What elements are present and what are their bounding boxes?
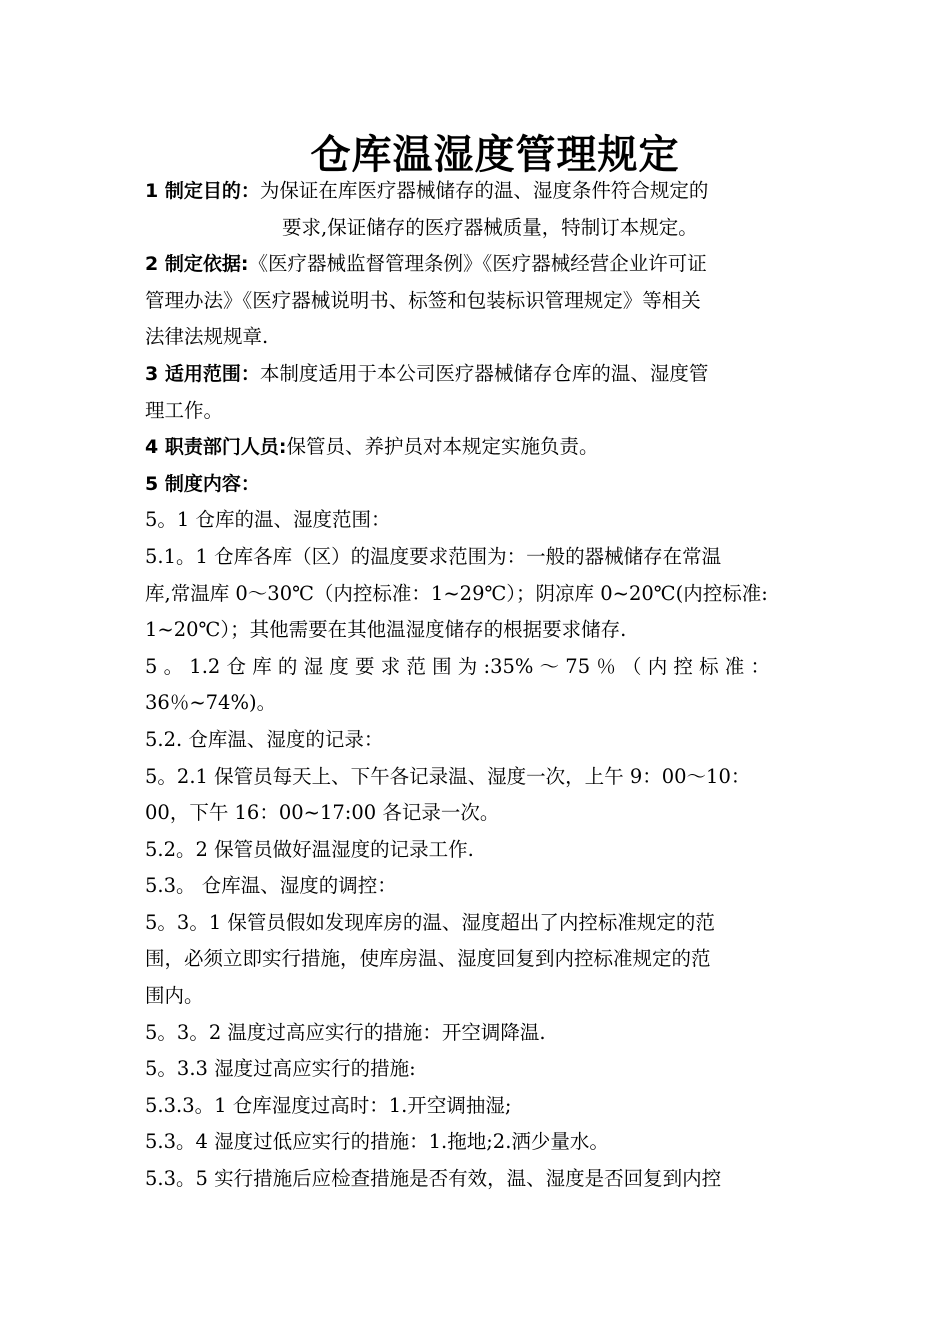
content-line: 5。3.3 湿度过高应实行的措施: [145,1057,416,1081]
section-1-line-1: 1 制定目的：为保证在库医疗器械储存的温、湿度条件符合规定的 [145,179,709,202]
content-line: 围，必须立即实行措施，使库房温、湿度回复到内控标准规定的范 [145,947,711,971]
section-2-line-2: 管理办法》《医疗器械说明书、标签和包装标识管理规定》等相关 [145,288,701,312]
section-1-line-2: 要求,保证储存的医疗器械质量，特制订本规定。 [282,215,698,239]
section-2-line-3: 法律法规规章. [145,325,269,349]
content-line: 5.2. 仓库温、湿度的记录： [145,727,384,751]
content-line: 5.3.3。1 仓库湿度过高时：1.开空调抽湿; [145,1093,512,1117]
section-1-label: 1 制定目的： [145,180,260,202]
section-3-label: 3 适用范围： [145,362,260,385]
section-4-label: 4 职责部门人员: [145,436,287,459]
section-4-line-1: 4 职责部门人员:保管员、养护员对本规定实施负责。 [145,435,599,459]
content-line: 5 。 1.2 仓 库 的 湿 度 要 求 范 围 为 :35% ～ 75 ％ （ 内 控 标 准 ： [145,654,771,678]
content-line: 36％~74%)。 [145,691,277,715]
content-line: 5。3。2 温度过高应实行的措施：开空调降温. [145,1020,546,1044]
content-line: 5。3。1 保管员假如发现库房的温、湿度超出了内控标准规定的范 [145,910,715,934]
content-line: 5.3。4 湿度过低应实行的措施：1.拖地;2.洒少量水。 [145,1130,609,1154]
content-line: 围内。 [145,984,204,1008]
content-line: 5.2。2 保管员做好温湿度的记录工作. [145,837,474,861]
content-line: 5。2.1 保管员每天上、下午各记录温、湿度一次，上午 9：00～10： [145,764,751,788]
section-2-line-1: 2 制定依据:《医疗器械监督管理条例》《医疗器械经营企业许可证 [145,252,707,276]
content-line: 5。1 仓库的温、湿度范围： [145,508,391,532]
section-5-heading [145,466,807,503]
content-line: 00，下午 16：00~17:00 各记录一次。 [145,801,500,825]
content-line: 1~20℃）；其他需要在其他温湿度储存的根据要求储存. [145,618,627,642]
section-2-label: 2 制定依据: [145,253,249,276]
section-5-label: 5 制度内容： [145,472,260,495]
document-title: 仓库温湿度管理规定 [310,132,680,178]
section-3-line-2: 理工作。 [145,398,224,422]
section-3-line-1: 3 适用范围：本制度适用于本公司医疗器械储存仓库的温、湿度管 [145,361,709,385]
document-body [145,173,807,1198]
content-line: 5.1。1 仓库各库（区）的温度要求范围为：一般的器械储存在常温 [145,544,722,568]
content-line: 库,常温库 0～30℃（内控标准：1~29℃）；阴凉库 0~20℃(内控标准: [145,581,768,605]
content-line: 5.3。 仓库温、湿度的调控： [145,874,397,898]
content-line: 5.3。5 实行措施后应检查措施是否有效，温、湿度是否回复到内控 [145,1167,722,1191]
